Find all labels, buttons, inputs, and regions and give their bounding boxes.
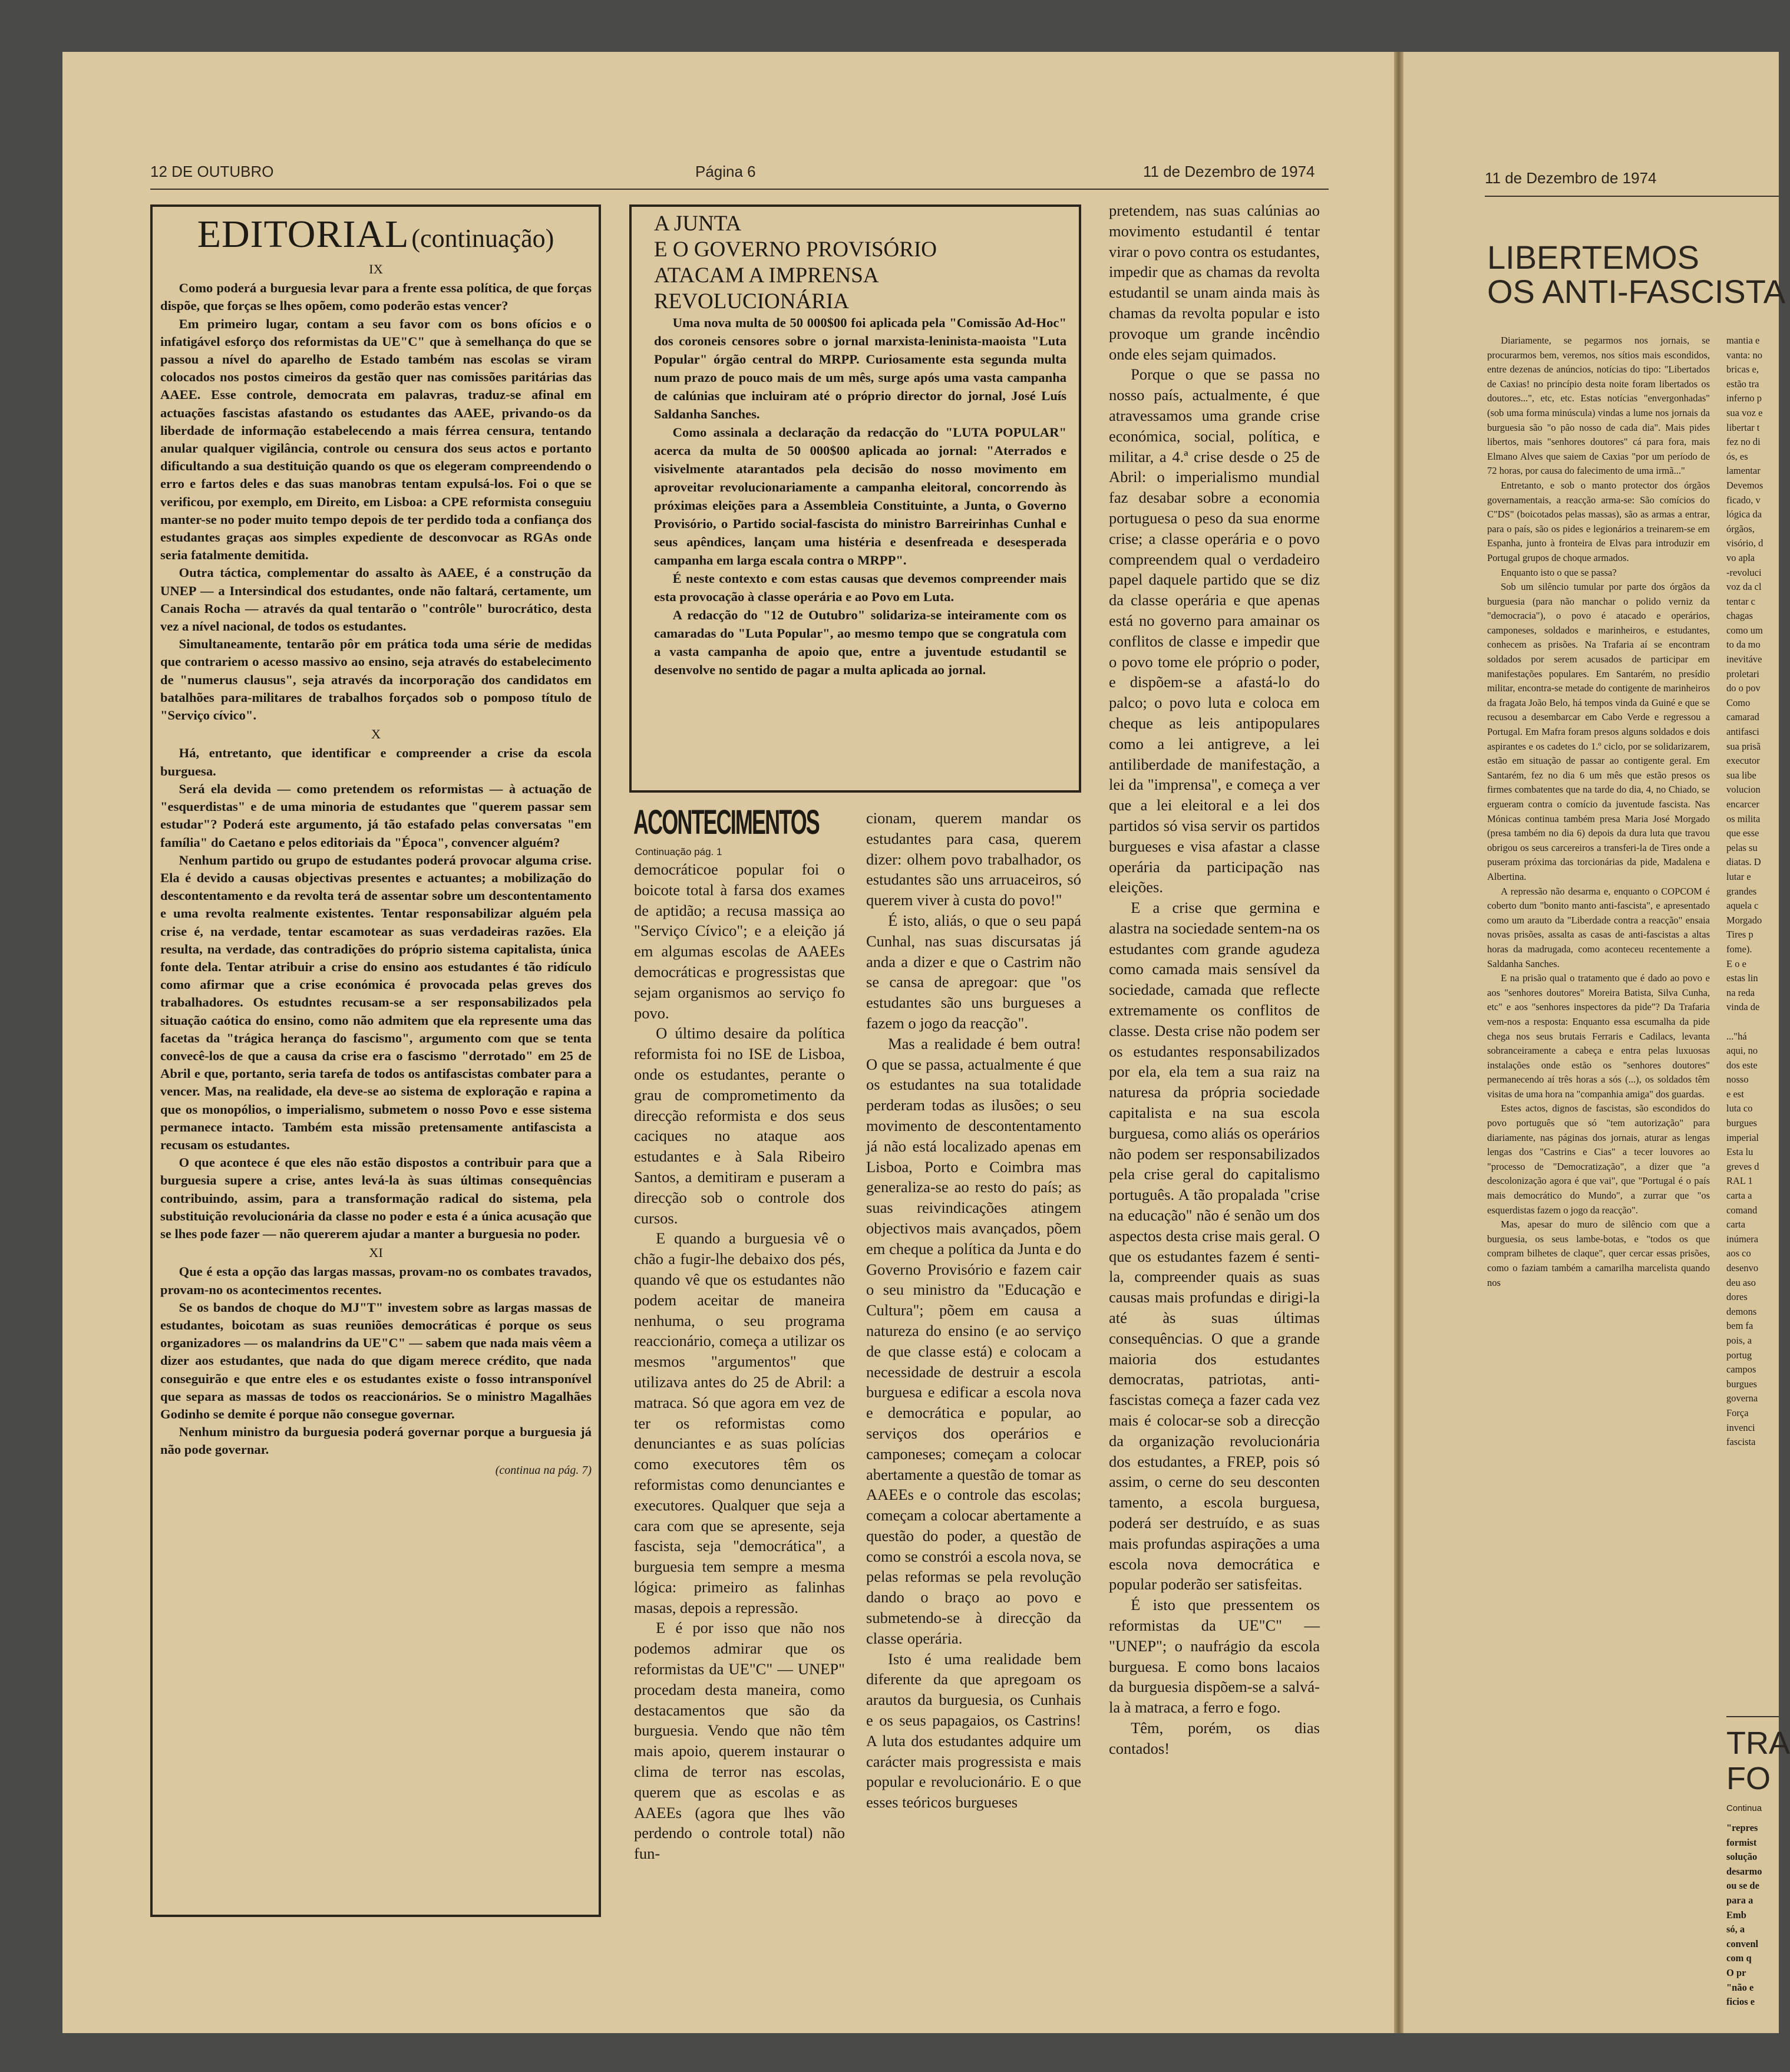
clipped-line: diatas. D (1726, 856, 1761, 868)
article-paragraph: Entretanto, e sob o manto protector dos órgãos governamentais, a reacção arma-se: São comícios do C"DS" (boicotados pelas massas), são as armas a entrar, para o país, são os pides e legionários a treinarem-se em Espanha, junto à fronteira de Elvas para introduzir em Portugal grupos de choque armados. (1487, 479, 1710, 563)
clipped-line: pois, a (1726, 1334, 1752, 1346)
article-paragraph: Estes actos, dignos de fascistas, são escondidos do povo português que só "tem autorização" para diariamente, nas páginas dos jornais, aturar as lengas lengas dos "Castrins e Cias" a tecer louvores ao "processo de "Democratização", a dizer que "a descolonização agora é que vai", que "Portugal é o país mais democrático do Mundo", a zurrar que "os esquerdistas fazem o jogo da reacção". (1487, 1103, 1710, 1216)
editorial-paragraph: Que é esta a opção das largas massas, provam-no os combates travados, provam-no os acontecimentos recentes. (160, 1264, 592, 1297)
clipped-line: Morgado (1726, 914, 1762, 926)
clipped-line: volucion (1726, 784, 1761, 796)
clipped-line: tentar c (1726, 595, 1756, 607)
clipped-line: do o pov (1726, 682, 1761, 694)
clipped-line: bem fa (1726, 1320, 1753, 1332)
junta-body (654, 314, 1066, 785)
clipped-line: fez no di (1726, 436, 1761, 448)
clipped-line: to da mo (1726, 639, 1761, 651)
clipped-line: para a (1726, 1894, 1753, 1906)
clipped-line: luta co (1726, 1103, 1753, 1114)
clipped-line: sua libe (1726, 769, 1756, 781)
clipped-line: vanta: no (1726, 349, 1762, 361)
clipped-line: governa (1726, 1393, 1758, 1404)
clipped-line: estas lin (1726, 972, 1758, 984)
clipped-line: Devemos (1726, 479, 1763, 491)
clipped-line: lógica da (1726, 509, 1762, 520)
clipped-line: fome). (1726, 943, 1752, 955)
clipped-line (1726, 1015, 1779, 1030)
clipped-line: nosso (1726, 1074, 1749, 1086)
clipped-line: lutar e (1726, 870, 1751, 882)
clipped-line: executor (1726, 755, 1760, 767)
editorial-subtitle: (continuação) (411, 224, 554, 253)
clipped-line: imperial (1726, 1131, 1759, 1143)
clipped-line: carta a (1726, 1190, 1752, 1202)
clipped-line: na reda (1726, 986, 1755, 998)
headline-line: REVOLUCIONÁRIA (654, 289, 849, 314)
clipped-line: aos co (1726, 1248, 1751, 1259)
clipped-line: Tires p (1726, 929, 1753, 941)
clipped-line: ou se de (1726, 1880, 1759, 1892)
clipped-line: deu aso (1726, 1276, 1756, 1288)
clipped-line: comand (1726, 1204, 1758, 1216)
header-newspaper-name: 12 DE OUTUBRO (150, 163, 274, 180)
article-paragraph: cionam, querem mandar os estudantes para casa, querem dizer: olhem povo trabalhador, os estudantes são uns arruaceiros, só querem viver à custa do povo!" (866, 809, 1081, 909)
sub-article-body-clipped (1726, 1821, 1779, 2010)
editorial-heading (159, 212, 592, 257)
clipped-line: -revoluci (1726, 566, 1762, 578)
acontecimentos-title: ACONTECIMENTOS (633, 803, 819, 842)
article-paragraph: É isto, aliás, o que o seu papá Cunhal, nas suas discursatas já anda a dizer e que o Castrim não se cansa de apregoar: que "os estudantes são uns burgueses a fazem o jogo da reacção". (866, 911, 1081, 1032)
junta-headline (654, 211, 1066, 315)
clipped-line: visório, d (1726, 537, 1763, 549)
editorial-paragraph: Nenhum ministro da burguesia poderá governar porque a burguesia já não pode governar. (160, 1424, 592, 1457)
editorial-paragraph: Nenhum partido ou grupo de estudantes poderá provocar alguma crise. Ela é devido a causas objectivas presentes e actuantes; a mobilização do descontentamento e da revolta terá de assentar sobre um descontentamento e uma revolta realmente existentes. Tentar responsabilizar alguém pela crise é, na verdade, tentar escamotear as suas verdadeiras razões. Ela resulta, na verdade, das contradições do próprio sistema capitalista, única fonte dela. Tentar atribuir a crise do ensino aos estudantes é tão ridículo como afirmar que a crise económica é provocada pelas greves dos trabalhadores. Os estudntes recusam-se a ser responsabilizados pela situação caótica do ensino, como não admitem que ela represente uma das facetas da "trágica herança do fascismo", argumento com que se tenta convecê-los de que a causa da crise era o fascismo "derrotado" em 25 de Abril e que, portanto, seria tarefa de todos os antifascistas combater para a vencer. Mas, na realidade, ela deve-se ao sistema de exploração e rapina a que os monopólios, o imperialismo, submetem o nosso Povo e esse sistema permanece intacto. Também esta missão pretensamente antifascista a recusam os estudantes. (160, 852, 592, 1152)
article-paragraph: E é por isso que não nos podemos admirar que os reformistas da UE"C" — UNEP" procedam desta maneira, como destacamentos que são da burguesia. Vendo que não têm mais apoio, querem instaurar o clima de terror nas escolas, querem que as escolas e as AAEEs (agora que lhes vão perdendo o controle total) não fun- (634, 1619, 845, 1863)
acontecimentos-continuation: Continuação pág. 1 (635, 846, 722, 857)
clipped-line: dores (1726, 1291, 1748, 1303)
clipped-line: solução (1726, 1851, 1758, 1863)
headline-line: TRA (1726, 1725, 1790, 1761)
right-header-rule (1485, 196, 1779, 197)
acontecimentos-column-1 (634, 859, 845, 1920)
junta-paragraph: Uma nova multa de 50 000$00 foi aplicada pela "Comissão Ad-Hoc" dos coroneis censores sobre o jornal marxista-leninista-maoista "Luta Popular" órgão central do MRPP. Curiosamente esta segunda multa num prazo de pouco mais de um mês, surge após uma vasta campanha de calúnias que incluiram até o próprio director do jornal, José Luís Saldanha Sanches. (654, 315, 1066, 421)
article-paragraph: Diariamente, se pegarmos nos jornais, se procurarmos bem, veremos, nos sítios mais escondidos, entre dezenas de anúncios, notícias do tipo: "Libertados de Caxias! no princípio desta noite foram libertados os doutores...", etc, etc. Estas notícias "envergonhadas" (sob uma forma minúscula) vindas a lume nos jornais da burguesia são "o pão nosso de cada dia". Mais pides libertos, mais "senhores doutores" cá para fora, mais Elmano Alves que saiem de Caxias "por um período de 72 horas, por causa do falecimento de uma irmã..." (1487, 335, 1710, 477)
junta-paragraph: É neste contexto e com estas causas que devemos compreender mais esta provocação à classe operária e ao Povo em Luta. (654, 571, 1066, 604)
clipped-line: inúmera (1726, 1233, 1759, 1245)
clipped-line: só, a (1726, 1923, 1745, 1935)
editorial-paragraph: Outra táctica, complementar do assalto às AAEE, é a construção da UNEP — a Intersindical dos estudantes, onde não faltará, certamente, um Canais Rocha — através da qual tentarão o "contrôle" burocrático, desta vez a nível nacional, de todos os estudantes. (160, 565, 592, 634)
article-paragraph: Enquanto isto o que se passa? (1501, 566, 1617, 578)
acontecimentos-column-2 (866, 808, 1081, 1921)
editorial-body (160, 259, 592, 1903)
clipped-line: O pr (1726, 1967, 1746, 1978)
clipped-line: camarad (1726, 711, 1759, 723)
clipped-line: voz da cl (1726, 581, 1762, 593)
clipped-line: Emb (1726, 1909, 1746, 1921)
clipped-line: ficado, v (1726, 494, 1761, 506)
article-paragraph: E quando a burguesia vê o chão a fugir-lhe debaixo dos pés, quando vê que os estudantes não podem aceitar de maneira nenhuma, o seu programa reaccionário, começa a utilizar os mesmos "argumentos" que utilizava antes do 25 de Abril: a matraca. Só que agora em vez de ter os reformistas como denunciantes e as suas polícias como executores têm os reformistas como denunciantes e executores. Qualquer que seja a cara com que se apresente, seja fascista, seja "democrática", a burguesia tem sempre a mesma lógica: primeiro as falinhas masas, depois a repressão. (634, 1229, 845, 1616)
clipped-line: mantia e (1726, 335, 1760, 346)
article-paragraph: O último desaire da política reformista foi no ISE de Lisboa, onde os estudantes, perante o grau de comprometimento da direcção reformista e dos seus caciques no ataque aos estudantes e à Sala Ribeiro Santos, a demitiram e puseram a direcção sob o controle dos cursos. (634, 1024, 845, 1227)
clipped-line: ..."há (1726, 1030, 1747, 1042)
article-paragraph: Isto é uma realidade bem diferente da que apregoam os arautos da burguesia, os Cunhais e os seus papagaios, os Castrins! A luta dos estudantes adquire um carácter mais progressista e mais popular e revolucionário. E o que esses teóricos burgueses (866, 1649, 1081, 1812)
header-page-number: Página 6 (695, 163, 756, 180)
clipped-line: os milita (1726, 813, 1761, 824)
clipped-line: "não e (1726, 1981, 1754, 1993)
clipped-line: inferno p (1726, 392, 1762, 404)
clipped-line: sua prisã (1726, 740, 1761, 752)
right-article-column-2-clipped (1726, 334, 1779, 1450)
clipped-line: "repres (1726, 1822, 1758, 1833)
clipped-line: aquela c (1726, 900, 1759, 912)
continued-note: (continua na pág. 7) (495, 1463, 592, 1477)
right-article-column-1 (1487, 334, 1710, 1925)
clipped-line: demons (1726, 1305, 1757, 1317)
clipped-line: antifasci (1726, 726, 1759, 738)
sub-article-title (1726, 1725, 1790, 1796)
clipped-line: convenl (1726, 1938, 1759, 1949)
clipped-line: com q (1726, 1952, 1752, 1964)
junta-paragraph: A redacção do "12 de Outubro" solidariza-se inteiramente com os camaradas do "Luta Popular", ao mesmo tempo que se congratula com a vasta campanha de apoio que, entre a juventude estudantil se desenvolve no sentido de pagar a multa aplicada ao jornal. (654, 608, 1066, 677)
article-paragraph: Sob um silêncio tumular por parte dos órgãos da burguesia (para não manchar o polido verniz da "democracia"), o povo é atacado e operários, camponeses, soldados e marinheiros, e estudantes, conhecem as prisões. Na Trafaria aí se encontram soldados por serem acusados de participar em manifestações populares. Em Santarém, no presídio militar, encontra-se metade do contigente de marinheiros da fragata João Belo, há tempos vinda da Guiné e que se recusou a desembarcar em Cabo Verde e regressou a Portugal. Em Mafra foram presos alguns soldados e dois aspirantes e os cadetes do 1.º ciclo, por se solidarizarem, estão em situação de passar ao contigente geral. Em Santarém, fez no dia 6 um mês que estão presos os firmes combatentes que na tarde do dia, 4, no Chiado, se ergueram contra o comício da juventude fascista. Nas Mónicas continua também presa Maria José Morgado (presa também no dia 6) depois da dura luta que travou obrigou os seus carcereiros a transferi-la de Tires onde a puseram próxima das torcionárias da pide, Madalena e Albertina. (1487, 581, 1710, 882)
clipped-line: Como (1726, 697, 1751, 708)
headline-line: OS ANTI-FASCISTA (1487, 273, 1786, 310)
sub-article-rule (1726, 1716, 1779, 1717)
clipped-line: campos (1726, 1364, 1756, 1375)
article-paragraph: Porque o que se passa no nosso país, actualmente, é que atravessamos uma grande crise económica, social, política, e militar, a 4.ª crise desde o 25 de Abril: o imperialismo mundial faz desabar sobre a economia portuguesa o peso da sua enorme crise; a classe operária e o povo compreendem qual o verdadeiro papel daquele partido que se diz da classe operária e que apenas está no governo para amainar os conflitos de classe e impedir que o povo tome ele próprio o poder, e dispõem-se a afastá-lo do palco; o povo luta e coloca em cheque as leis antipopulares como a lei antigreve, a lei antiliberdade de manifestação, a lei da "imprensa", e começa a ver que a lei eleitoral e a lei dos partidos só visa servir os partidos burgueses e visa afastar a classe operária da participação nas eleições. (1109, 365, 1320, 896)
editorial-paragraph: Em primeiro lugar, contam a seu favor com os bons ofícios e o infatigável esforço dos reformistas da UE"C" que à semelhança do que se passou a nível do aparelho de Estado também nas escolas se viram colocados nos postos cimeiros da gestão quer nas comissões paritárias das AAEE. Esse controle, democrata em palavras, traduz-se afinal em actuações fascistas afastando os estudantes das AAEE, privando-os da liberdade de informação estabelecendo a mais férrea censura, tentando anular qualquer vigilância, controle ou censura dos seus actos e portanto dificultando a sua destituição quando os que os elegeram compreendendo o erro e fartos deles e das suas manobras tentam expulsá-los. Foi o que se verificou, por exemplo, em Direito, em Lisboa: a CPE reformista conseguiu manter-se no poder muito tempo depois de ter perdido toda a confiança dos estudantes graças aos simples expediente de desconvocar as RGAs onde seria fatalmente demitida. (160, 316, 592, 563)
article-paragraph: Mas, apesar do muro de silêncio com que a burguesia, os seus lambe-botas, e "todos os que compram bilhetes de claque", quer cercar essas prisões, como o faziam também a camarilha marcelista quando nos (1487, 1219, 1710, 1288)
clipped-line: órgãos, (1726, 523, 1755, 535)
clipped-line: ficios e (1726, 1996, 1755, 2008)
article-paragraph: É isto que pressentem os reformistas da UE"C" — "UNEP"; o naufrágio da escola burguesa. E como bons lacaios da burguesia dispõem-se a salvá-la à matraca, a ferro e fogo. (1109, 1596, 1320, 1717)
clipped-line: sua voz e (1726, 407, 1763, 418)
right-page-header-date: 11 de Dezembro de 1974 (1485, 169, 1657, 187)
clipped-line: que esse (1726, 827, 1759, 839)
clipped-line: encarcer (1726, 799, 1759, 810)
clipped-line: formist (1726, 1836, 1757, 1848)
section-number: XI (369, 1245, 383, 1261)
section-number: IX (369, 262, 383, 276)
headline-line: E O GOVERNO PROVISÓRIO (654, 237, 937, 262)
article-paragraph: Têm, porém, os dias contados! (1109, 1718, 1320, 1757)
clipped-line: libertar t (1726, 421, 1760, 433)
clipped-line: proletari (1726, 668, 1759, 679)
article-paragraph: A repressão não desarma e, enquanto o COPCOM é coberto dum "bonito manto anti-fascista", e apresentado como um arauto da "Liberdade contra a reacção" ensaia novas prisões, assalta as casas de anti-fascistas a altas horas da madrugada, como aconteceu recentemente a Saldanha Sanches. (1487, 885, 1710, 969)
junta-paragraph: Como assinala a declaração da redacção do "LUTA POPULAR" acerca da multa de 50 000$00 aplicada ao jornal: "Aterrados e visivelmente atarantados pela decisão do nosso movimento em aproveitar revolucionariamente a campanha eleitoral, concorrendo às próximas eleições para a Assembleia Constituinte, a Junta, o Governo Provisório, o Partido social-fascista do ministro Barreirinhas Cunhal e seus apêndices, lançam uma histéria e desenfreada e desesperada campanha em larga escala contra o MRPP". (654, 425, 1066, 568)
headline-line: ATACAM A IMPRENSA (654, 263, 879, 288)
clipped-line: estão tra (1726, 378, 1759, 390)
clipped-line: pelas su (1726, 842, 1758, 853)
clipped-line: e est (1726, 1088, 1744, 1100)
section-number: X (371, 727, 381, 742)
header-rule (150, 189, 1329, 190)
sub-article-continuation: Continua (1726, 1803, 1762, 1813)
clipped-line: dos este (1726, 1059, 1758, 1071)
clipped-line: burgues (1726, 1117, 1757, 1129)
clipped-line: burgues (1726, 1378, 1757, 1390)
article-paragraph: E na prisão qual o tratamento que é dado ao povo e aos "senhores doutores" Moreira Batista, Silva Cunha, etc" e aos "senhores inspectores da pide"? Da Trafaria vem-nos a resposta: Enquanto essa escumalha da pide chega nos seus brutais Ferraris e Cadilacs, levanta sobranceiramente a cabeça e entra pelas luxuosas instalações onde estão os "senhores doutores" permanecendo aí três horas a sós (...), os soldados têm visitas de uma hora na "companhia amiga" dos guardas. (1487, 972, 1710, 1100)
clipped-line: invenci (1726, 1421, 1755, 1433)
editorial-paragraph: Como poderá a burguesia levar para a frente essa política, de que forças dispõe, que forças se lhes opõem, como poderão estas vencer? (160, 281, 592, 314)
clipped-line: lamentar (1726, 465, 1761, 477)
right-headline (1487, 239, 1786, 310)
clipped-line: desarmo (1726, 1865, 1762, 1877)
clipped-line: vinda de (1726, 1001, 1760, 1013)
headline-line: A JUNTA (654, 212, 742, 236)
editorial-section (160, 260, 592, 724)
clipped-line: Força (1726, 1407, 1749, 1418)
editorial-section (160, 1244, 592, 1459)
editorial-paragraph: Se os bandos de choque do MJ"T" investem sobre as largas massas de estudantes, boicotam as suas reuniões democráticas é porque os seus organizadores — os malandrins da UE"C" — sabem que nada mais vêem a dizer aos estudantes, que nada do que digam merece crédito, que nada conseguirão e que entre eles e os estudantes existe o fosso intransponível que separa as massas de todos os reaccionários. Se o ministro Magalhães Godinho se demite é porque não consegue governar. (160, 1299, 592, 1421)
article-paragraph: pretendem, nas suas calúnias ao movimento estudantil é tentar virar o povo contra os estudantes, impedir que as chamas da revolta estudantil se unam ainda mais às chamas da revolta popular e isto provoque um grande incêndio onde eles sejam quimados. (1109, 202, 1320, 363)
article-paragraph: democráticoe popular foi o boicote total à farsa dos exames de aptidão; a recusa massiça ao "Serviço Cívico"; e a eleição já em algumas escolas de AAEEs democráticas e progressistas que sejam organismos ao serviço fo povo. (634, 860, 845, 1022)
editorial-title: EDITORIAL (197, 213, 409, 256)
clipped-line: como um (1726, 624, 1763, 636)
editorial-paragraph: Simultaneamente, tentarão pôr em prática toda uma série de medidas que contrariem o acesso massivo ao ensino, seja através do estabelecimento de "numerus clausus", seja através da incorporação dos candidatos em batalhões para-militares de trabalhos forçados sob o pomposo título de "Serviço cívico". (160, 636, 592, 723)
editorial-paragraph: O que acontece é que eles não estão dispostos a contribuir para que a burguesia supere a crise, antes levá-la às suas últimas consequências contribuindo, assim, para a transformação radical do sistema, pela substituição revolucionária da classe no poder e esta é a única acusação que se lhes pode fazer — não quererem ajudar a manter a burguesia no poder. (160, 1155, 592, 1241)
clipped-line: portug (1726, 1349, 1752, 1361)
clipped-line: Esta lu (1726, 1146, 1753, 1158)
acontecimentos-column-3 (1109, 200, 1320, 1921)
headline-line: LIBERTEMOS (1487, 239, 1699, 276)
clipped-line: aqui, no (1726, 1045, 1758, 1057)
clipped-line: ós, es (1726, 450, 1748, 462)
editorial-paragraph: Há, entretanto, que identificar e compreender a crise da escola burguesa. (160, 745, 592, 778)
clipped-line: chagas (1726, 610, 1753, 622)
clipped-line: vo apla (1726, 552, 1755, 563)
clipped-line: grandes (1726, 885, 1757, 897)
article-paragraph: E a crise que germina e alastra na sociedade sentem-na os estudantes com grande agudeza como camada mais sensível da sociedade, camada que reflecte extremamente os conflitos de classe. Desta crise não podem ser os estudantes responsabilizados por ela, ela tem a sua raiz na naturesa da própria sociedade capitalista e na sua escola burguesa, como aliás os operários não podem ser responsabilizados pela crise geral do capitalismo português. A tão propalada "crise na educação" não é senão um dos aspectos desta crise mais geral. O que os estudantes fazem é senti-la, compreender quais as suas causas mais profundas e dirigi-la até às suas últimas consequências. O que a grande maioria dos estudantes democratas, patriotas, anti-fascistas começa a fazer cada vez mais é colocar-se sob a direcção da organização revolucionária dos estudantes, a FREP, pois só assim, o cerne do seu desconten tamento, a escola burguesa, poderá ser destruído, e as suas mais profundas aspirações a uma escola nova democrática e popular poderão ser satisfeitas. (1109, 899, 1320, 1593)
page-fold (1394, 52, 1403, 2033)
clipped-line: E o e (1726, 958, 1746, 969)
headline-line: FO (1726, 1761, 1771, 1796)
clipped-line: carta (1726, 1219, 1746, 1230)
clipped-line: greves d (1726, 1160, 1759, 1172)
header-date: 11 de Dezembro de 1974 (1143, 163, 1315, 180)
editorial-paragraph: Será ela devida — como pretendem os reformistas — à actuação de "esquerdistas" e de uma minoria de estudantes que "querem passar sem estudar"? Poderá este argumento, já tão estafado pelas conversatas "em família" do Caetano e pelos editoriais da "Época", convencer alguém? (160, 781, 592, 850)
clipped-line: bricas e, (1726, 364, 1759, 375)
clipped-line: desenvo (1726, 1262, 1759, 1273)
article-paragraph: Mas a realidade é bem outra! O que se passa, actualmente é que os estudantes na sua totalidade perderam todas as ilusões; o seu movimento de descontentamento já não está localizado apenas em Lisboa, Porto e Coimbra mas generaliza-se ao resto do país; as suas reivindicações atingem objectivos mais avançados, põem em cheque a política da Junta e do Governo Provisório e fazem cair o seu ministro da "Educação e Cultura"; põem em causa a natureza do ensino (e ao serviço de que classe está) e colocam a necessidade de destruir a escola burguesa e edificar a escola nova e democrática e popular, ao serviços dos operários e camponeses; começam a colocar abertamente a questão de tomar as AAEEs e o controle das escolas; começam a colocar abertamente a questão do poder, a questão de como se constrói a escola nova, se pelas reformas se pela revolução dando o braço ao povo e submetendo-se à direcção da classe operária. (866, 1034, 1081, 1647)
editorial-section (160, 725, 592, 1243)
clipped-line: RAL 1 (1726, 1175, 1753, 1187)
clipped-line: inevitáve (1726, 654, 1762, 665)
clipped-line: fascista (1726, 1436, 1756, 1448)
